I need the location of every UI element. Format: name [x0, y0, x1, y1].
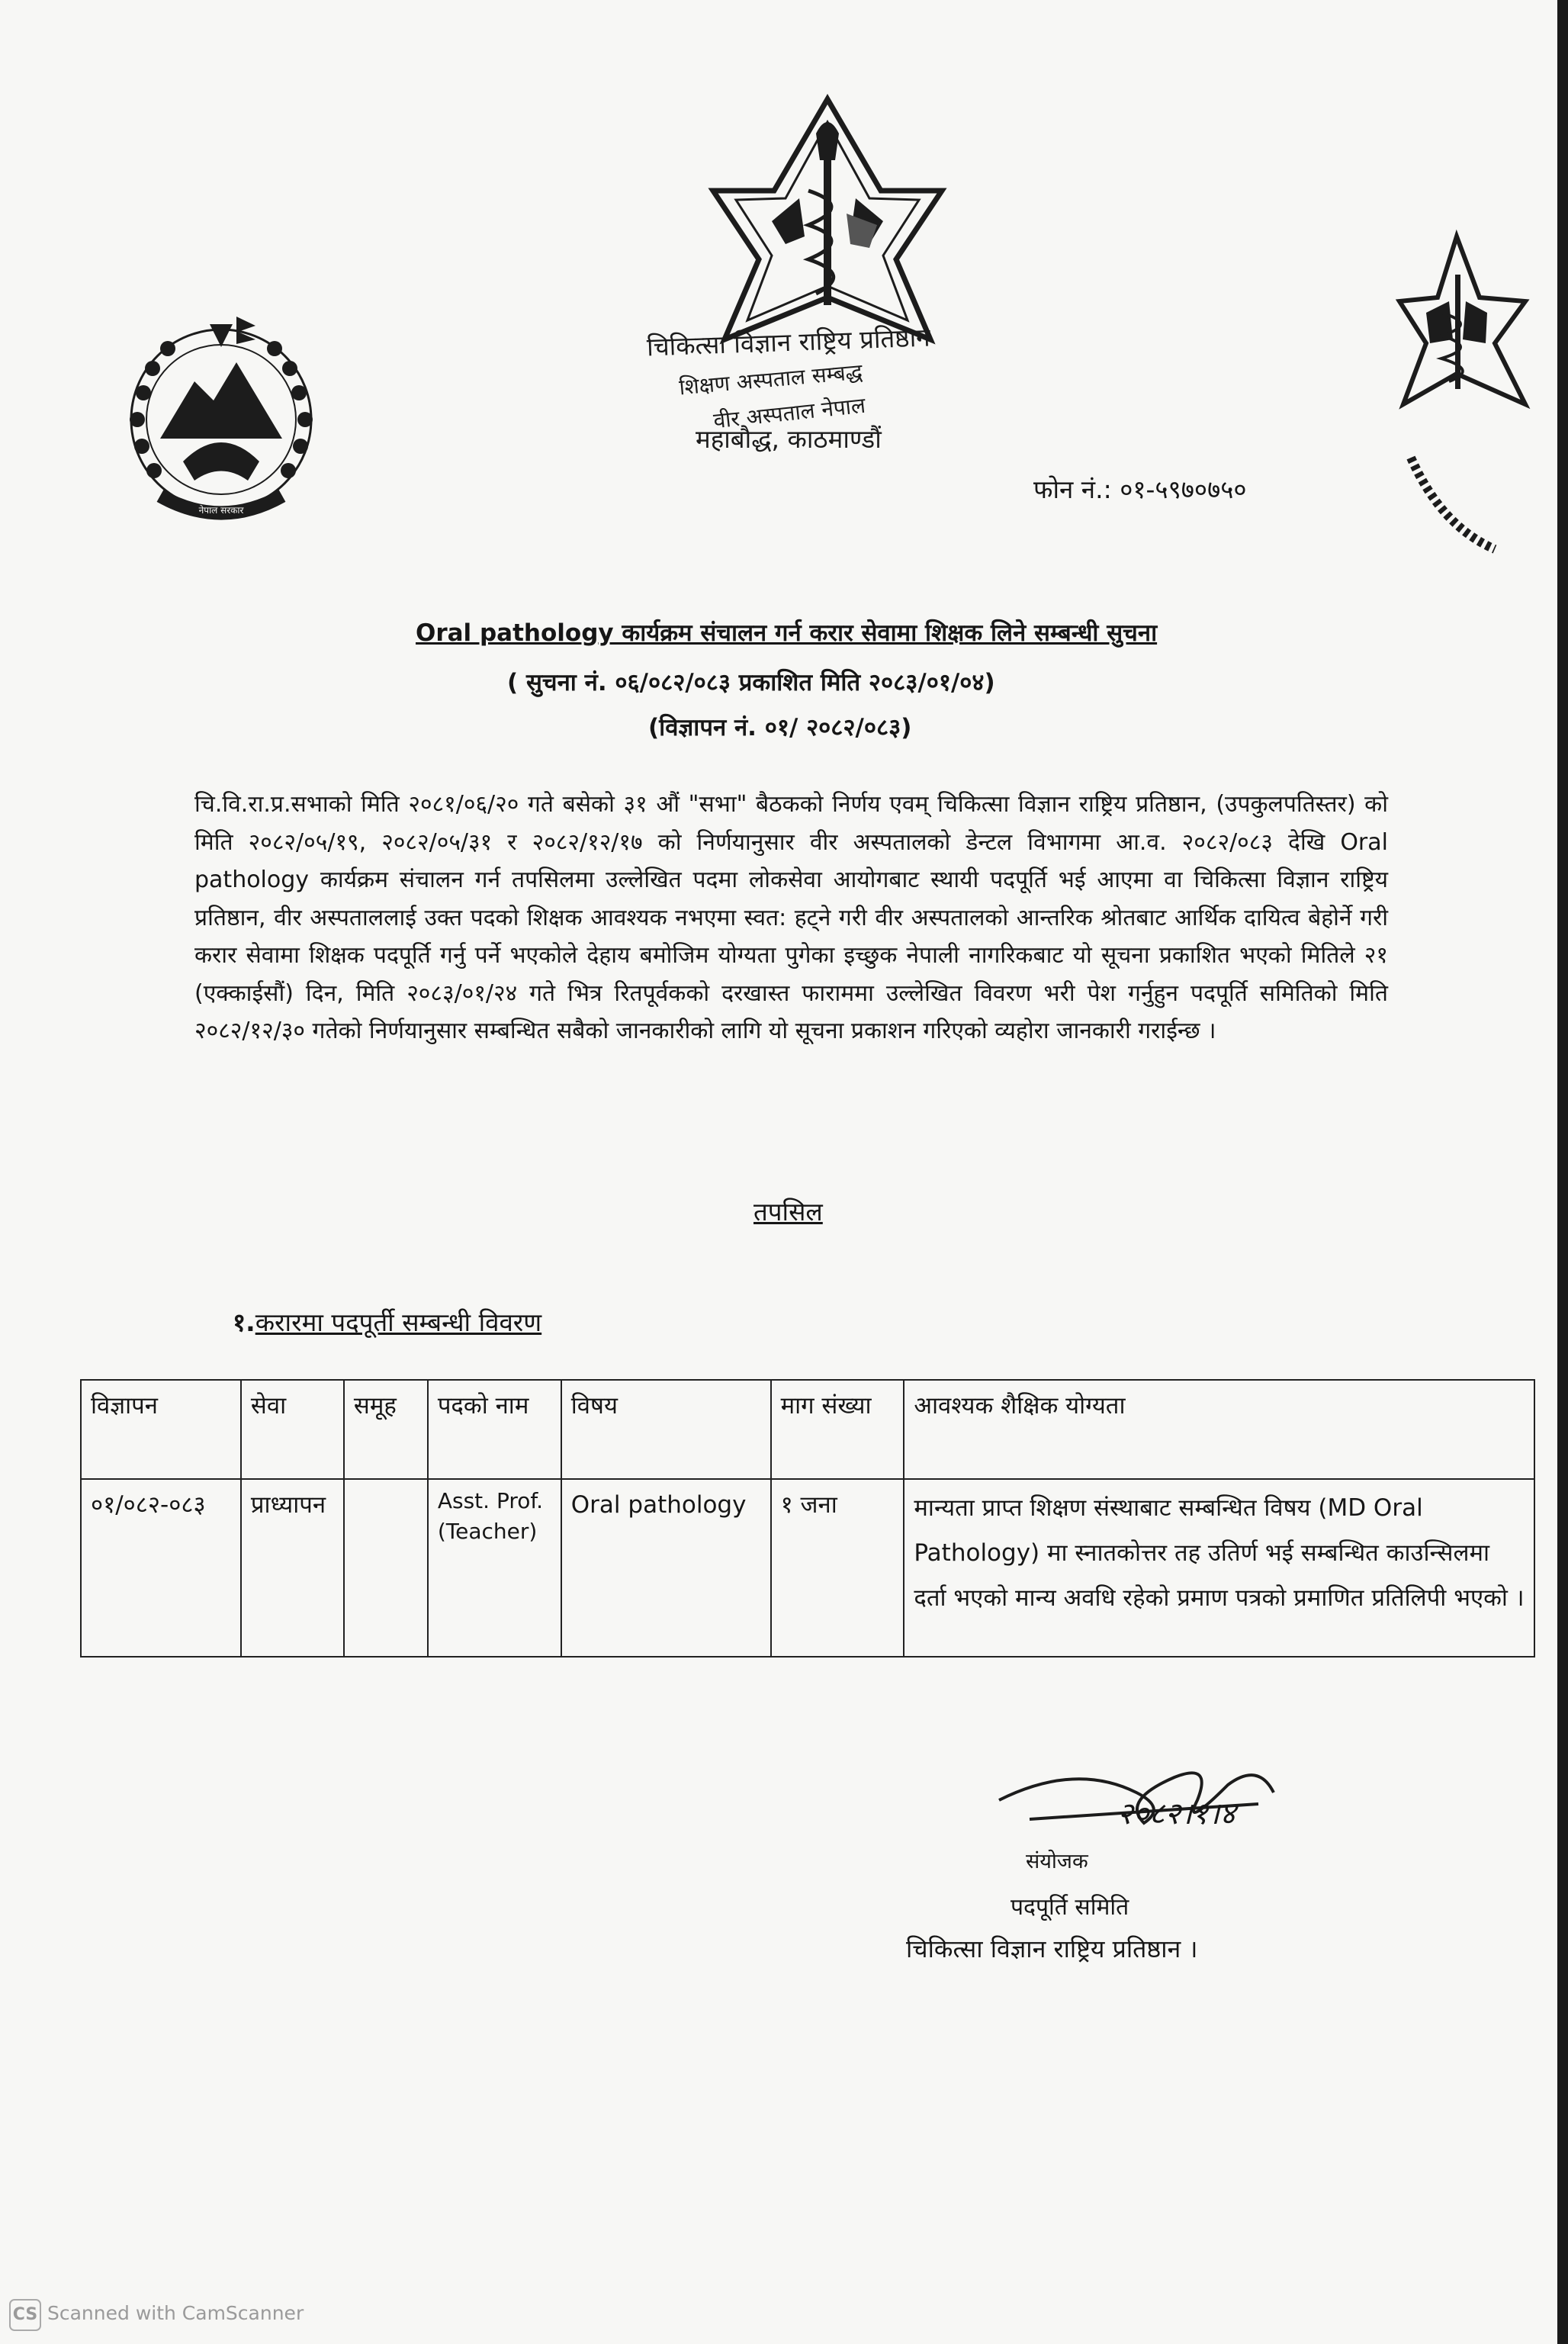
column-header: आवश्यक शैक्षिक योग्यता [904, 1380, 1534, 1479]
camscanner-watermark [9, 2299, 304, 2331]
hospital-name: वीर अस्पताल नेपाल [712, 392, 867, 434]
group-cell [344, 1479, 428, 1657]
teaching-hospital-line: शिक्षण अस्पताल सम्बद्ध [678, 359, 864, 400]
advertisement-number: (विज्ञापन नं. ०१/ २०८२/०८३) [648, 714, 912, 741]
column-header: विज्ञापन [81, 1380, 241, 1479]
seal-label: नेपाल सरकार [198, 505, 244, 516]
column-header: माग संख्या [771, 1380, 904, 1479]
section-title: करारमा पदपूर्ती सम्बन्धी विवरण [255, 1307, 542, 1337]
hospital-address: महाबौद्ध, काठमाण्डौं [696, 424, 882, 454]
scan-edge [1557, 0, 1568, 2344]
institution-name: चिकित्सा विज्ञान राष्ट्रिय प्रतिष्ठान [646, 322, 931, 362]
column-header: समूह [344, 1380, 428, 1479]
committee-name: पदपूर्ति समिति [1011, 1894, 1129, 1921]
post-cell: Asst. Prof. (Teacher) [428, 1479, 561, 1657]
nepal-emblem-icon [114, 309, 328, 538]
notice-title: Oral pathology कार्यक्रम संचालन गर्न करार सेवामा शिक्षक लिने सम्बन्धी सुचना [416, 619, 1158, 647]
service-cell: प्राध्यापन [241, 1479, 344, 1657]
watermark-text: Scanned with CamScanner [47, 2302, 304, 2324]
subject-cell: Oral pathology [561, 1479, 771, 1657]
section-heading [233, 1304, 541, 1339]
section-number: १. [233, 1307, 255, 1337]
signatory-organization: चिकित्सा विज्ञान राष्ट्रिय प्रतिष्ठान । [906, 1934, 1198, 1963]
camscanner-logo-icon: CS [9, 2299, 41, 2331]
demand-cell: १ जना [771, 1479, 904, 1657]
bir-hospital-logo-icon [1396, 229, 1548, 557]
notice-number: ( सुचना नं. ०६/०८२/०८३ प्रकाशित मिति २०८३/०१/०४) [507, 669, 995, 696]
schedule-heading: तपसिल [753, 1197, 823, 1227]
signature-date: २०८२।१।४ [1117, 1796, 1236, 1831]
nams-star-logo-icon [702, 92, 953, 351]
phone-number: फोन नं.: ०१-५९७०७५० [1033, 474, 1247, 504]
column-header: पदको नाम [428, 1380, 561, 1479]
table-row [81, 1479, 1534, 1657]
qualification-cell: मान्यता प्राप्त शिक्षण संस्थाबाट सम्बन्धित विषय (MD Oral Pathology) मा स्नातकोत्तर तह उतिर्ण भई सम्बन्धित काउन्सिलमा दर्ता भएको मान्य अवधि रहेको प्रमाण पत्रको प्रमाणित प्रतिलिपी भएको । [904, 1479, 1534, 1657]
notice-body: चि.वि.रा.प्र.सभाको मिति २०८१/०६/२० गते बसेको ३१ औं "सभा" बैठकको निर्णय एवम् चिकित्सा विज्ञान राष्ट्रिय प्रतिष्ठान, (उपकुलपतिस्तर) को मिति २०८२/०५/१९, २०८२/०५/३१ र २०८२/१२/१७ को निर्णयानुसार वीर अस्पतालको डेन्टल विभागमा आ.व. २०८२/०८३ देखि Oral pathology कार्यक्रम संचालन गर्न तपसिलमा उल्लेखित पदमा लोकसेवा आयोगबाट स्थायी पदपूर्ति भई आएमा वा चिकित्सा विज्ञान राष्ट्रिय प्रतिष्ठान, वीर अस्पताललाई उक्त पदको शिक्षक आवश्यक नभएमा स्वत: हट्ने गरी वीर अस्पतालको आन्तरिक श्रोतबाट आर्थिक दायित्व बेहोर्ने गरी करार सेवामा शिक्षक पदपूर्ति गर्नु पर्ने भएकोले देहाय बमोजिम योग्यता पुगेका इच्छुक नेपाली नागरिकबाट यो सूचना प्रकाशित भएको मितिले २१ (एक्काईसौं) दिन, मिति २०८३/०१/२४ गते भित्र रितपूर्वकको दरखास्त फाराममा उल्लेखित विवरण भरी पेश गर्नुहुन पदपूर्ति समितिको मिति २०८२/१२/३० गतेको निर्णयानुसार सम्बन्धित सबैको जानकारीको लागि यो सूचना प्रकाशन गरिएको व्यहोरा जानकारी गराईन्छ । [194, 791, 1388, 1044]
signatory-role: संयोजक [1026, 1850, 1088, 1873]
table-header-row [81, 1380, 1534, 1479]
ad-number-cell: ०१/०८२-०८३ [81, 1479, 241, 1657]
column-header: सेवा [241, 1380, 344, 1479]
vacancy-table [80, 1379, 1535, 1658]
column-header: विषय [561, 1380, 771, 1479]
